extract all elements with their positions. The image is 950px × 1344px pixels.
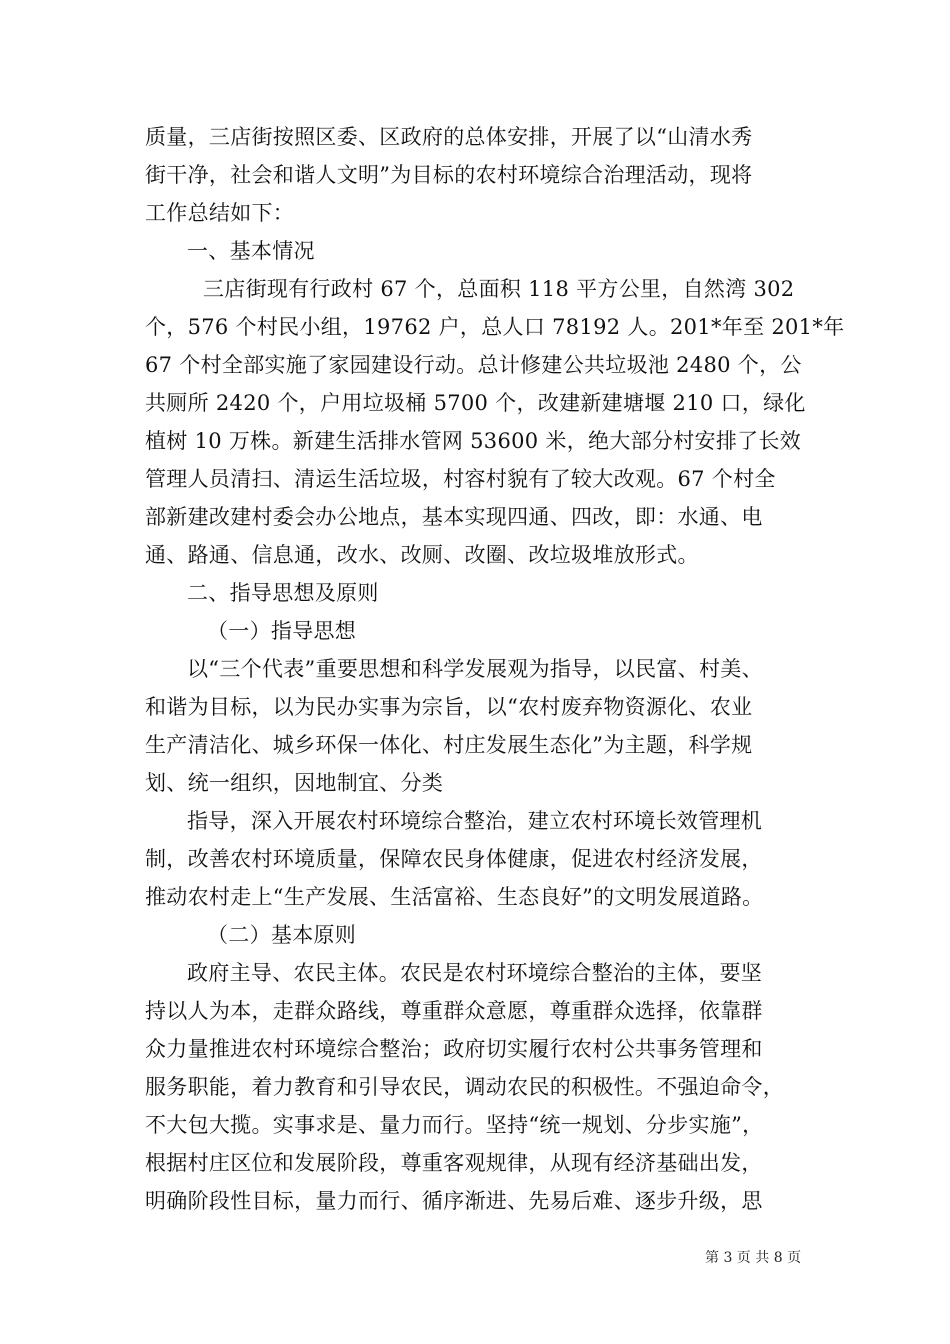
paragraph-line: 以“三个代表”重要思想和科学发展观为指导，以民富、村美、 — [187, 657, 763, 681]
paragraph-line: 政府主导、农民主体。农民是农村环境综合整治的主体，要坚 — [187, 961, 763, 985]
paragraph-line: 指导，深入开展农村环境综合整治，建立农村环境长效管理机 — [187, 809, 763, 833]
paragraph-line: 众力量推进农村环境综合整治；政府切实履行农村公共事务管理和 — [145, 1037, 763, 1061]
paragraph-line: 服务职能，着力教育和引导农民，调动农民的积极性。不强迫命令， — [145, 1075, 784, 1099]
paragraph-line: 通、路通、信息通，改水、改厕、改圈、改垃圾堆放形式。 — [145, 543, 699, 567]
paragraph-line: 工作总结如下： — [145, 201, 295, 225]
paragraph-line: 生产清洁化、城乡环保一体化、村庄发展生态化”为主题，科学规 — [145, 733, 753, 757]
paragraph-line: 街干净，社会和谐人文明”为目标的农村环境综合治理活动，现将 — [145, 163, 753, 187]
paragraph-line: 个，576 个村民小组，19762 户，总人口 78192 人。201*年至 201*年 — [145, 315, 845, 339]
paragraph-line: 管理人员清扫、清运生活垃圾，村容村貌有了较大改观。67 个村全 — [145, 467, 776, 491]
paragraph-line: 植树 10 万株。新建生活排水管网 53600 米，绝大部分村安排了长效 — [145, 429, 802, 453]
paragraph-line: 不大包大揽。实事求是、量力而行。坚持“统一规划、分步实施”， — [145, 1113, 764, 1137]
subsection-heading-guiding-thought: （一）指导思想 — [207, 619, 357, 643]
paragraph-line: 三店街现有行政村 67 个，总面积 118 平方公里，自然湾 302 — [203, 277, 795, 301]
page-number: 第 3 页 共 8 页 — [705, 1250, 802, 1266]
paragraph-line: 持以人为本，走群众路线，尊重群众意愿，尊重群众选择，依靠群 — [145, 999, 763, 1023]
paragraph-line: 部新建改建村委会办公地点，基本实现四通、四改，即：水通、电 — [145, 505, 763, 529]
paragraph-line: 67 个村全部实施了家园建设行动。总计修建公共垃圾池 2480 个，公 — [145, 353, 802, 377]
paragraph-line: 和谐为目标，以为民办实事为宗旨，以“农村废弃物资源化、农业 — [145, 695, 753, 719]
paragraph-line: 质量，三店街按照区委、区政府的总体安排，开展了以“山清水秀 — [145, 125, 753, 149]
paragraph-line: 共厕所 2420 个，户用垃圾桶 5700 个，改建新建塘堰 210 口，绿化 — [145, 391, 806, 415]
paragraph-line: 推动农村走上“生产发展、生活富裕、生态良好”的文明发展道路。 — [145, 885, 764, 909]
section-heading-guiding-ideology: 二、指导思想及原则 — [187, 581, 379, 605]
paragraph-line: 划、统一组织，因地制宜、分类 — [145, 771, 444, 795]
body-text — [145, 118, 845, 1220]
section-heading-basic-situation: 一、基本情况 — [187, 239, 315, 263]
paragraph-line: 明确阶段性目标，量力而行、循序渐进、先易后难、逐步升级，思 — [145, 1189, 763, 1213]
paragraph-line: 根据村庄区位和发展阶段，尊重客观规律，从现有经济基础出发， — [145, 1151, 763, 1175]
subsection-heading-basic-principles: （二）基本原则 — [207, 923, 357, 947]
paragraph-line: 制，改善农村环境质量，保障农民身体健康，促进农村经济发展， — [145, 847, 763, 871]
